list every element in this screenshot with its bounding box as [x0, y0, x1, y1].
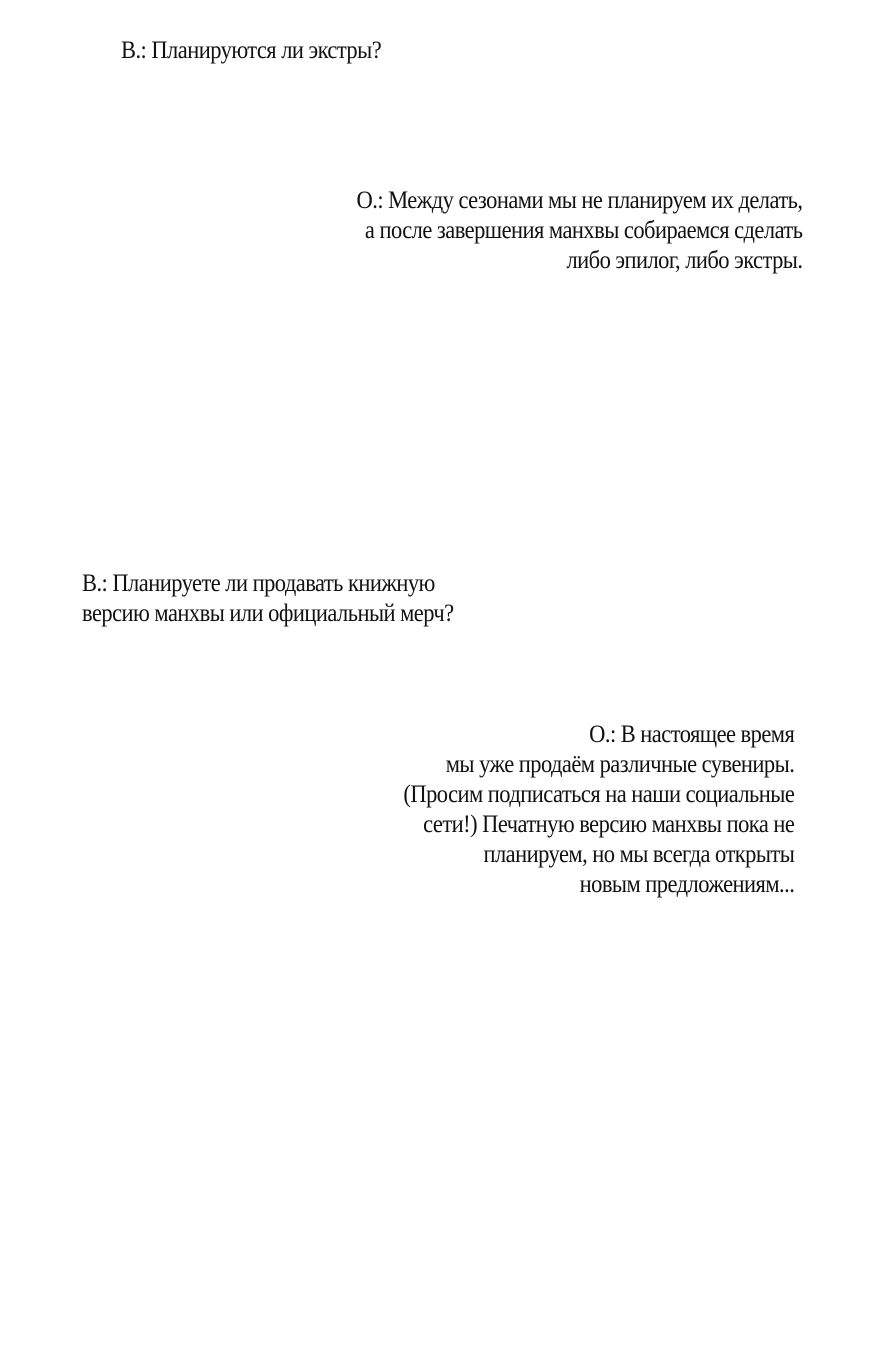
question-1 — [121, 36, 381, 66]
answer-2-line: (Просим подписаться на наши социальные — [403, 781, 794, 808]
answer-2-line: новым предложениям... — [579, 871, 794, 898]
answer-1-line: О.: Между сезонами мы не планируем их делать, — [356, 187, 802, 214]
answer-1-line: а после завершения манхвы собираемся сделать — [364, 217, 802, 244]
answer-2 — [403, 720, 794, 900]
answer-1-line: либо эпилог, либо экстры. — [566, 247, 802, 274]
question-2 — [82, 569, 454, 629]
answer-1 — [356, 186, 802, 276]
answer-2-line: О.: В настоящее время — [588, 721, 794, 748]
question-2-line: версию манхвы или официальный мерч? — [82, 600, 454, 627]
question-2-line: В.: Планируете ли продавать книжную — [82, 570, 435, 597]
answer-2-line: сети!) Печатную версию манхвы пока не — [422, 811, 794, 838]
answer-2-line: мы уже продаём различные сувениры. — [445, 751, 794, 778]
question-1-line: В.: Планируются ли экстры? — [121, 37, 382, 64]
answer-2-line: планируем, но мы всегда открыты — [483, 841, 794, 868]
